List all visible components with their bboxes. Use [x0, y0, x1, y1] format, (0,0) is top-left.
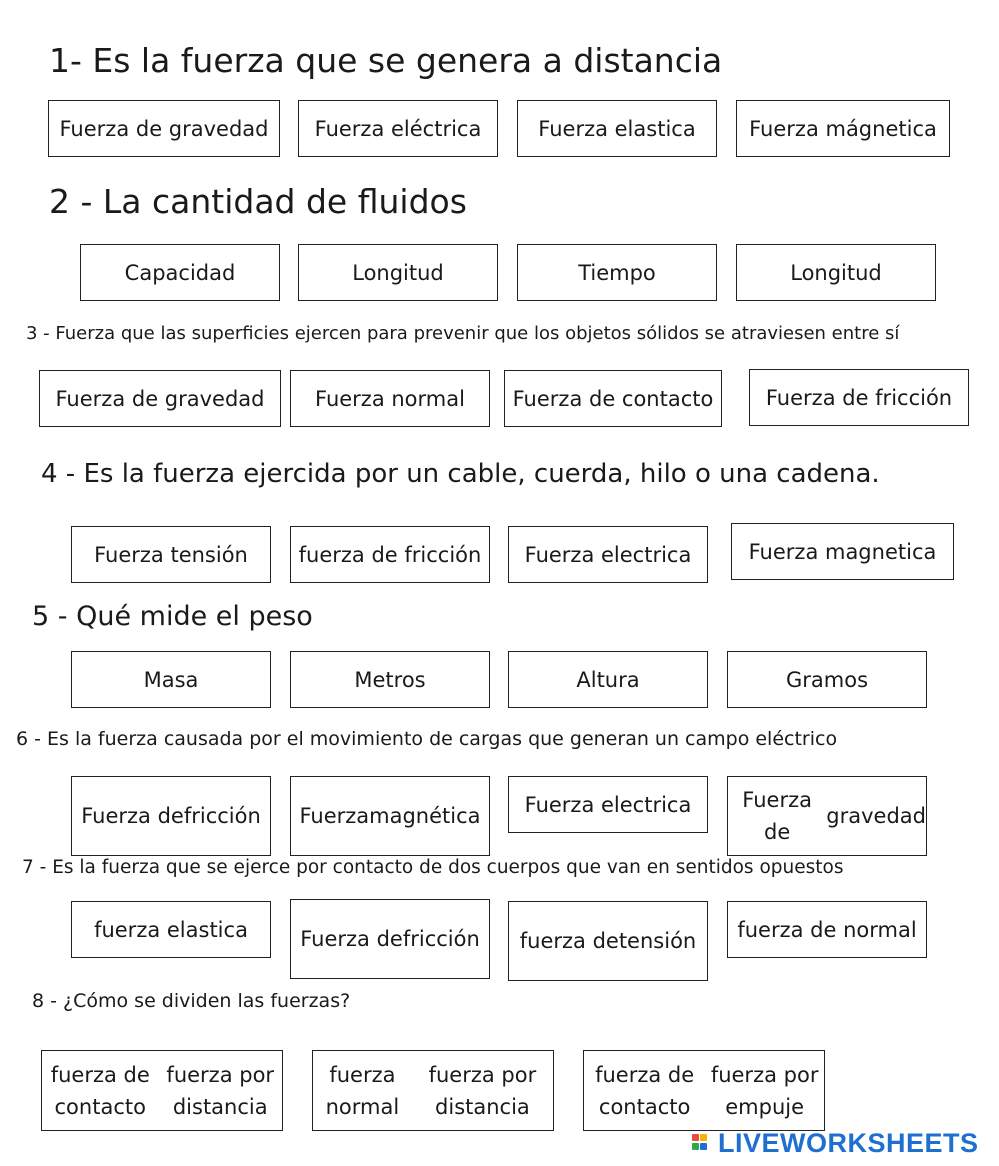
q7-option-3[interactable] — [508, 901, 708, 981]
q8-option-1-line-2: fuerza por distancia — [166, 1062, 275, 1119]
q1-option-3[interactable]: Fuerza elastica — [517, 100, 717, 157]
q8-option-3[interactable] — [583, 1050, 825, 1131]
q7-option-3-line-1: fuerza de — [519, 929, 619, 953]
q7-option-2-line-2: fricción — [402, 927, 480, 951]
logo-mark-icon — [690, 1130, 716, 1156]
q3-option-1[interactable]: Fuerza de gravedad — [39, 370, 281, 427]
logo-text: LIVEWORKSHEETS — [718, 1127, 979, 1158]
q6-option-3[interactable] — [508, 776, 708, 833]
q6-option-3-line-1: Fuerza electrica — [524, 792, 692, 817]
q8-option-2[interactable] — [312, 1050, 554, 1131]
q4-option-2[interactable]: fuerza de fricción — [290, 526, 490, 583]
q8-option-2-line-2: fuerza por distancia — [428, 1062, 537, 1119]
q8-option-1[interactable] — [41, 1050, 283, 1131]
q1-option-2[interactable]: Fuerza eléctrica — [298, 100, 498, 157]
question-4-text: 4 - Es la fuerza ejercida por un cable, cuerda, hilo o una cadena. — [41, 459, 880, 489]
q6-option-4[interactable] — [727, 776, 927, 856]
question-5-text: 5 - Qué mide el peso — [32, 601, 313, 632]
q1-option-1[interactable]: Fuerza de gravedad — [48, 100, 280, 157]
q7-option-1[interactable] — [71, 901, 271, 958]
q2-option-3[interactable]: Tiempo — [517, 244, 717, 301]
q3-option-3[interactable]: Fuerza de contacto — [504, 370, 722, 427]
q2-option-2[interactable]: Longitud — [298, 244, 498, 301]
question-7-text: 7 - Es la fuerza que se ejerce por contacto de dos cuerpos que van en sentidos opuestos — [22, 857, 844, 878]
q8-option-3-line-2: fuerza por empuje — [710, 1062, 819, 1119]
question-8-text: 8 - ¿Cómo se dividen las fuerzas? — [32, 990, 351, 1012]
q8-option-2-line-1: fuerza normal — [325, 1062, 400, 1119]
q5-option-3[interactable]: Altura — [508, 651, 708, 708]
q6-option-1-line-1: Fuerza de — [81, 804, 184, 828]
q4-option-4[interactable]: Fuerza magnetica — [731, 523, 954, 580]
q4-option-3[interactable]: Fuerza electrica — [508, 526, 708, 583]
q8-option-3-line-1: fuerza de contacto — [595, 1062, 695, 1119]
q6-option-2-line-2: magnética — [369, 804, 481, 828]
q2-option-1[interactable]: Capacidad — [80, 244, 280, 301]
q1-option-4[interactable]: Fuerza mágnetica — [736, 100, 950, 157]
q6-option-2[interactable] — [290, 776, 490, 856]
q3-option-2[interactable]: Fuerza normal — [290, 370, 490, 427]
question-6-text: 6 - Es la fuerza causada por el movimiento de cargas que generan un campo eléctrico — [16, 728, 838, 750]
q8-option-1-line-1: fuerza de contacto — [50, 1062, 150, 1119]
q4-option-1[interactable]: Fuerza tensión — [71, 526, 271, 583]
q3-option-4[interactable]: Fuerza de fricción — [749, 369, 969, 426]
question-3-text: 3 - Fuerza que las superficies ejercen para prevenir que los objetos sólidos se atraviesen entre sí — [26, 323, 900, 344]
q2-option-4[interactable]: Longitud — [736, 244, 936, 301]
q7-option-2[interactable] — [290, 899, 490, 979]
q5-option-1[interactable]: Masa — [71, 651, 271, 708]
question-1-text: 1- Es la fuerza que se genera a distancia — [49, 41, 723, 80]
q6-option-4-line-1: Fuerza de — [742, 788, 812, 844]
q7-option-2-line-1: Fuerza de — [300, 927, 403, 951]
q7-option-4-line-1: fuerza de normal — [737, 917, 917, 942]
q6-option-1-line-2: fricción — [183, 804, 261, 828]
q7-option-4[interactable] — [727, 901, 927, 958]
q5-option-4[interactable]: Gramos — [727, 651, 927, 708]
q6-option-1[interactable] — [71, 776, 271, 856]
q7-option-3-line-2: tensión — [618, 929, 697, 953]
q5-option-2[interactable]: Metros — [290, 651, 490, 708]
liveworksheets-logo — [690, 1126, 979, 1160]
q6-option-4-line-2: gravedad — [826, 804, 926, 828]
question-2-text: 2 - La cantidad de fluidos — [49, 182, 467, 221]
q6-option-2-line-1: Fuerza — [299, 804, 370, 828]
q7-option-1-line-1: fuerza elastica — [94, 917, 248, 942]
